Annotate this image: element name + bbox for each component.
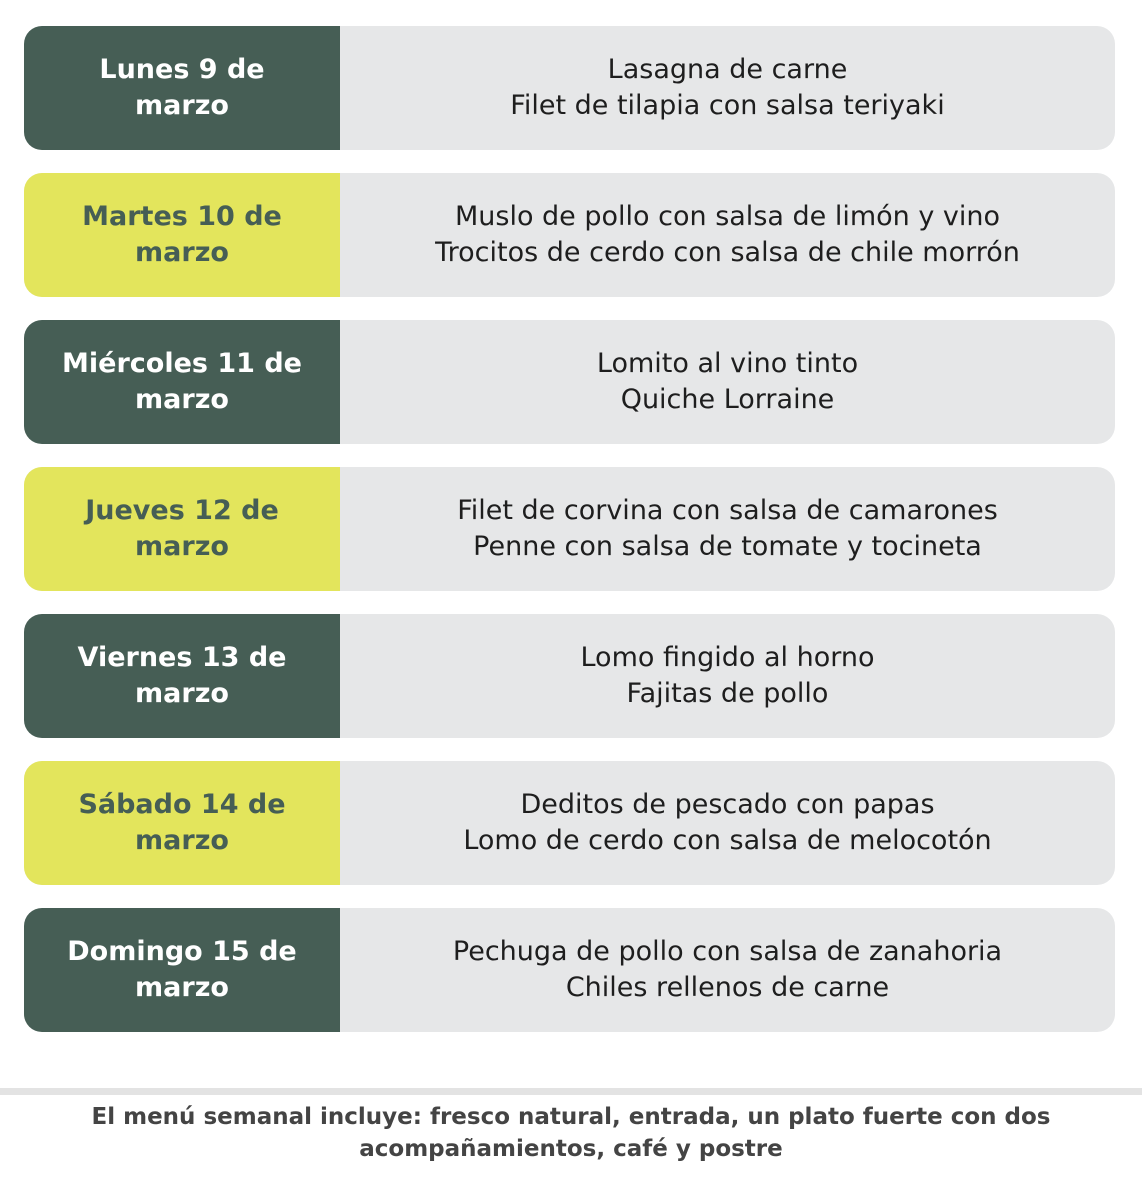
dish-item: Pechuga de pollo con salsa de zanahoria (452, 936, 1003, 967)
menu-row-thursday (24, 467, 1115, 591)
dish-item: Penne con salsa de tomate y tocineta (473, 531, 982, 562)
footer-note: El menú semanal incluye: fresco natural, entrada, un plato fuerte con dos acompañamientos, café y postre (91, 1104, 1051, 1162)
menu-row-wednesday (24, 320, 1115, 444)
dish-item: Lomo de cerdo con salsa de melocotón (463, 825, 992, 856)
dish-item: Lomito al vino tinto (596, 348, 859, 379)
dish-item: Lomo fingido al horno (580, 642, 875, 673)
dish-item: Lasagna de carne (607, 54, 848, 85)
day-label: Lunes 9 de marzo (24, 26, 340, 150)
menu-row-friday (24, 614, 1115, 738)
dish-item: Filet de corvina con salsa de camarones (457, 495, 998, 526)
dishes (340, 761, 1115, 885)
dishes (340, 614, 1115, 738)
menu-row-sunday (24, 908, 1115, 1032)
footer-divider (0, 1088, 1142, 1095)
dishes (340, 26, 1115, 150)
dishes (340, 908, 1115, 1032)
day-label: Martes 10 de marzo (24, 173, 340, 297)
menu-row-monday (24, 26, 1115, 150)
weekly-menu-list (24, 26, 1115, 1055)
menu-row-saturday (24, 761, 1115, 885)
dishes (340, 320, 1115, 444)
dish-item: Chiles rellenos de carne (565, 972, 890, 1003)
day-label: Jueves 12 de marzo (24, 467, 340, 591)
dishes (340, 467, 1115, 591)
dish-item: Muslo de pollo con salsa de limón y vino (454, 201, 1001, 232)
dish-item: Deditos de pescado con papas (520, 789, 935, 820)
menu-row-tuesday (24, 173, 1115, 297)
day-label: Sábado 14 de marzo (24, 761, 340, 885)
dish-item: Fajitas de pollo (626, 678, 829, 709)
day-label: Domingo 15 de marzo (24, 908, 340, 1032)
dish-item: Filet de tilapia con salsa teriyaki (510, 90, 945, 121)
dish-item: Quiche Lorraine (620, 384, 835, 415)
day-label: Viernes 13 de marzo (24, 614, 340, 738)
day-label: Miércoles 11 de marzo (24, 320, 340, 444)
dishes (340, 173, 1115, 297)
dish-item: Trocitos de cerdo con salsa de chile morrón (435, 237, 1020, 268)
